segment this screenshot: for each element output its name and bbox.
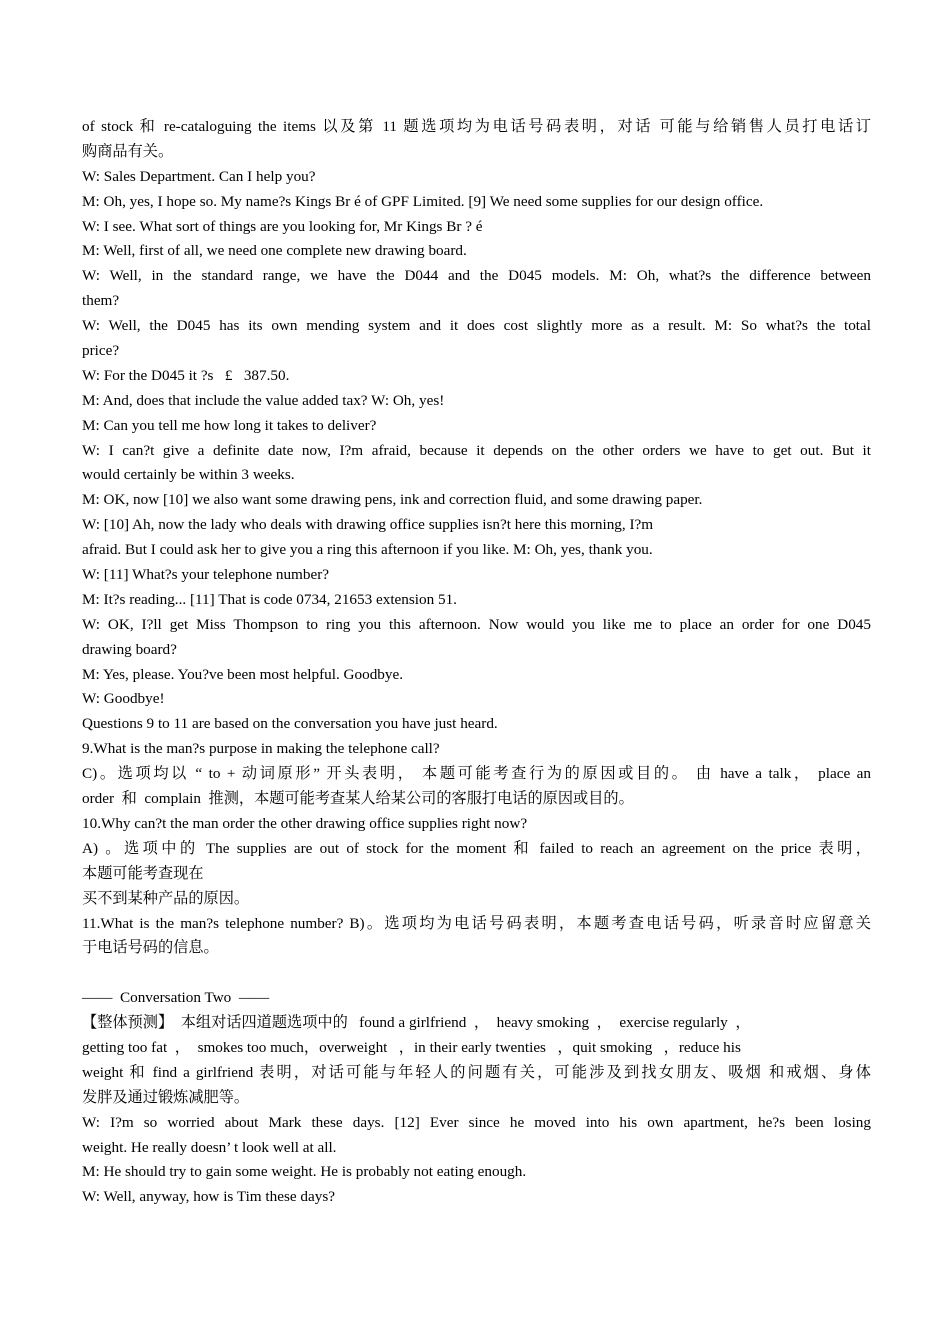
- text-line: price?: [82, 342, 120, 360]
- text-line: M: He should try to gain some weight. He is probably not eating enough.: [82, 1163, 527, 1181]
- text-line: W: Sales Department. Can I help you?: [82, 167, 316, 185]
- text-line: M: OK, now [10] we also want some drawing pens, ink and correction fluid, and some drawing paper.: [82, 491, 703, 509]
- text-line: weight. He really doesn’ t look well at all.: [82, 1138, 337, 1156]
- text-line: would certainly be within 3 weeks.: [82, 466, 295, 484]
- text-line: 本题可能考查现在: [82, 864, 204, 882]
- text-line: A) 。选项中的 The supplies are out of stock for the moment 和 failed to reach an agreement on the price 表明，: [82, 839, 871, 857]
- text-line: C)。选项均以 “ to + 动词原形” 开头表明， 本题可能考查行为的原因或目的。 由 have a talk， place an: [82, 765, 871, 783]
- text-line: M: And, does that include the value added tax? W: Oh, yes!: [82, 391, 445, 409]
- text-line: 于电话号码的信息。: [82, 939, 219, 957]
- text-line: of stock 和 re-cataloguing the items 以及第 11 题选项均为电话号码表明，对话 可能与给销售人员打电话订: [82, 118, 871, 135]
- text-line: W: I can?t give a definite date now, I?m afraid, because it depends on the other orders we have to get out. But it: [82, 441, 871, 459]
- text-line: 10.Why can?t the man order the other drawing office supplies right now?: [82, 814, 528, 832]
- text-line: M: Oh, yes, I hope so. My name?s Kings Br é of GPF Limited. [9] We need some supplies for our design office.: [82, 192, 764, 210]
- text-line: afraid. But I could ask her to give you a ring this afternoon if you like. M: Oh, yes, thank you.: [82, 541, 653, 559]
- text-line: weight 和 find a girlfriend 表明，对话可能与年轻人的问题有关，可能涉及到找女朋友、吸烟 和戒烟、身体: [82, 1063, 871, 1081]
- text-line: M: Yes, please. You?ve been most helpful. Goodbye.: [82, 665, 404, 683]
- text-line: 买不到某种产品的原因。: [82, 889, 250, 907]
- text-line: W: Well, the D045 has its own mending system and it does cost slightly more as a result. M: So what?s the total: [82, 317, 871, 335]
- text-line: M: Well, first of all, we need one complete new drawing board.: [82, 242, 467, 260]
- text-line: W: Goodbye!: [82, 690, 165, 708]
- text-line: them?: [82, 292, 120, 310]
- text-line: W: For the D045 it ?s £ 387.50.: [82, 366, 290, 384]
- text-line: 发胖及通过锻炼减肥等。: [82, 1088, 250, 1106]
- text-line: 购商品有关。: [82, 142, 174, 160]
- text-line: W: Well, anyway, how is Tim these days?: [82, 1188, 336, 1206]
- text-line: order 和 complain 推测，本题可能考查某人给某公司的客服打电话的原因或目的。: [82, 790, 634, 808]
- text-line: W: I?m so worried about Mark these days. [12] Ever since he moved into his own apartment, he?s been losing: [82, 1113, 871, 1131]
- text-line: 9.What is the man?s purpose in making the telephone call?: [82, 740, 440, 758]
- text-line: getting too fat ， smokes too much，overweight ，in their early twenties ，quit smoking ，reduce his: [82, 1038, 741, 1056]
- text-line: W: OK, I?ll get Miss Thompson to ring you this afternoon. Now would you like me to place an order for one D045: [82, 615, 871, 633]
- text-line: 【整体预测】 本组对话四道题选项中的 found a girlfriend ， heavy smoking ， exercise regularly ，: [82, 1014, 751, 1032]
- text-line: Questions 9 to 11 are based on the conversation you have just heard.: [82, 715, 498, 733]
- text-line: W: Well, in the standard range, we have the D044 and the D045 models. M: Oh, what?s the difference between: [82, 267, 871, 285]
- text-line: 11.What is the man?s telephone number? B)。选项均为电话号码表明，本题考查电话号码，听录音时应留意关: [82, 914, 871, 932]
- text-line: M: Can you tell me how long it takes to deliver?: [82, 416, 377, 434]
- text-line: —— Conversation Two ——: [82, 989, 270, 1007]
- blank-line: [82, 961, 871, 986]
- text-line: M: It?s reading... [11] That is code 0734, 21653 extension 51.: [82, 590, 457, 608]
- text-line: W: [11] What?s your telephone number?: [82, 566, 329, 584]
- document-body: [82, 115, 871, 1210]
- text-line: W: [10] Ah, now the lady who deals with drawing office supplies isn?t here this morning, I?m: [82, 516, 654, 534]
- text-line: drawing board?: [82, 640, 177, 658]
- text-line: W: I see. What sort of things are you looking for, Mr Kings Br ? é: [82, 217, 483, 235]
